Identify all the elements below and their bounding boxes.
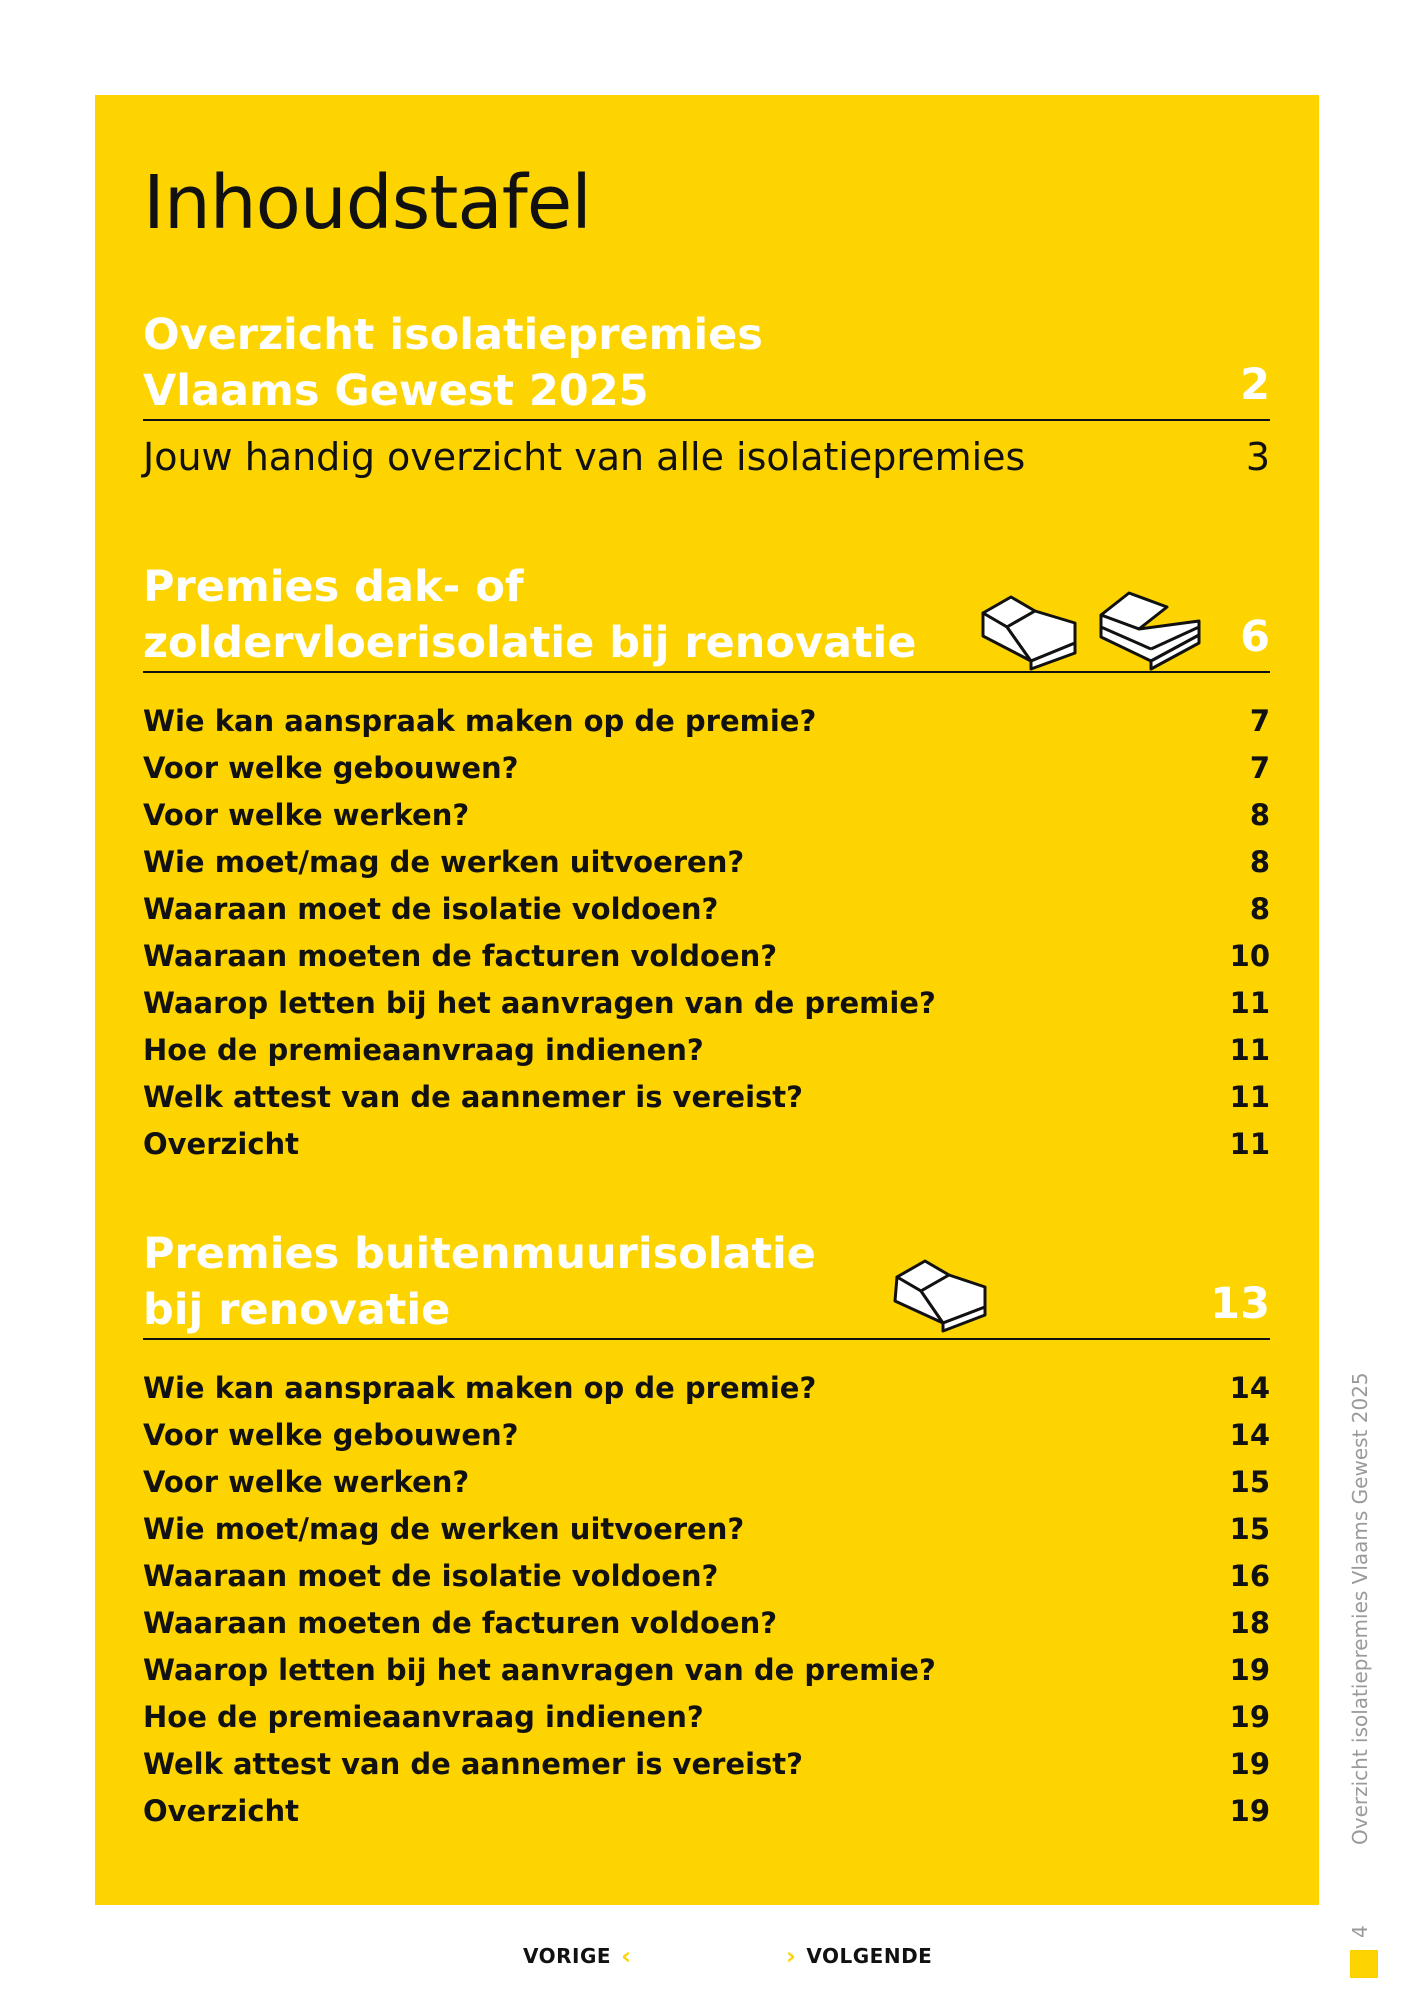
- toc-item-page: 16: [1229, 1559, 1270, 1593]
- toc-panel: [95, 95, 1319, 1905]
- running-title: Overzicht isolatiepremies Vlaams Gewest 2025: [1348, 1372, 1372, 1845]
- chevron-right-icon: ›: [786, 1942, 797, 1970]
- section-title-line: Premies dak- of: [143, 562, 524, 612]
- toc-item-page: 15: [1229, 1465, 1270, 1499]
- toc-item-label: Voor welke werken?: [143, 1465, 470, 1499]
- toc-item-page: 11: [1229, 1080, 1270, 1114]
- roof-insulation-icon: [975, 581, 1085, 671]
- list-item[interactable]: [143, 1600, 1270, 1647]
- list-item[interactable]: [143, 1694, 1270, 1741]
- list-item[interactable]: [143, 1741, 1270, 1788]
- toc-item-label: Hoe de premieaanvraag indienen?: [143, 1700, 704, 1734]
- wall-section-list: [143, 1365, 1270, 1835]
- toc-item-page: 19: [1229, 1747, 1270, 1781]
- toc-item-label: Waarop letten bij het aanvragen van de premie?: [143, 986, 936, 1020]
- toc-item-label: Welk attest van de aannemer is vereist?: [143, 1080, 803, 1114]
- section-overview-heading[interactable]: [143, 307, 1270, 421]
- toc-item-page: 7: [1249, 751, 1270, 785]
- toc-item-page: 7: [1249, 704, 1270, 738]
- toc-item-page: 11: [1229, 1127, 1270, 1161]
- toc-item-label: Overzicht: [143, 1794, 300, 1828]
- toc-item-page: 19: [1229, 1653, 1270, 1687]
- list-item[interactable]: [143, 933, 1270, 980]
- list-item[interactable]: [143, 1788, 1270, 1835]
- page-title: Inhoudstafel: [143, 160, 591, 246]
- chevron-left-icon: ‹: [621, 1942, 632, 1970]
- toc-item-label: Wie kan aanspraak maken op de premie?: [143, 704, 817, 738]
- toc-item-label: Voor welke gebouwen?: [143, 751, 519, 785]
- toc-item-page: 11: [1229, 986, 1270, 1020]
- list-item[interactable]: [143, 1027, 1270, 1074]
- list-item[interactable]: [143, 1553, 1270, 1600]
- attic-floor-insulation-icon: [1095, 581, 1205, 671]
- section-title-line: Premies buitenmuurisolatie: [143, 1229, 816, 1279]
- toc-item-label: Overzicht: [143, 1127, 300, 1161]
- list-item[interactable]: [143, 980, 1270, 1027]
- list-item[interactable]: [143, 792, 1270, 839]
- list-item[interactable]: [143, 1121, 1270, 1168]
- list-item[interactable]: [143, 745, 1270, 792]
- list-item[interactable]: [143, 886, 1270, 933]
- toc-item-page: 18: [1229, 1606, 1270, 1640]
- toc-item-page: 8: [1249, 892, 1270, 926]
- toc-item-label: Waarop letten bij het aanvragen van de premie?: [143, 1653, 936, 1687]
- list-item[interactable]: [143, 1365, 1270, 1412]
- section-title-line: Vlaams Gewest 2025: [143, 366, 649, 416]
- list-item[interactable]: [143, 698, 1270, 745]
- section-page-number: 6: [1240, 612, 1270, 662]
- next-button[interactable]: [786, 1942, 932, 1970]
- toc-item-page: 19: [1229, 1700, 1270, 1734]
- toc-item-label: Voor welke werken?: [143, 798, 470, 832]
- section-page-number: 2: [1240, 360, 1270, 410]
- corner-marker: [1350, 1950, 1378, 1978]
- toc-item-label: Waaraan moet de isolatie voldoen?: [143, 1559, 719, 1593]
- section-page-number: 13: [1210, 1279, 1270, 1329]
- toc-item-overview-intro[interactable]: [143, 435, 1270, 495]
- toc-item-label: Jouw handig overzicht van alle isolatiepremies: [143, 435, 1026, 479]
- toc-item-page: 14: [1229, 1371, 1270, 1405]
- toc-item-page: 19: [1229, 1794, 1270, 1828]
- toc-item-label: Waaraan moeten de facturen voldoen?: [143, 1606, 778, 1640]
- roof-section-list: [143, 698, 1270, 1168]
- prev-label: VORIGE: [523, 1944, 612, 1968]
- list-item[interactable]: [143, 1647, 1270, 1694]
- exterior-wall-insulation-icon: [885, 1245, 995, 1335]
- next-label: VOLGENDE: [806, 1944, 933, 1968]
- toc-item-label: Voor welke gebouwen?: [143, 1418, 519, 1452]
- list-item[interactable]: [143, 1412, 1270, 1459]
- toc-item-page: 14: [1229, 1418, 1270, 1452]
- toc-item-label: Hoe de premieaanvraag indienen?: [143, 1033, 704, 1067]
- list-item[interactable]: [143, 1074, 1270, 1121]
- section-title-line: Overzicht isolatiepremies: [143, 310, 763, 360]
- toc-item-page: 15: [1229, 1512, 1270, 1546]
- toc-item-label: Wie moet/mag de werken uitvoeren?: [143, 1512, 745, 1546]
- toc-item-page: 8: [1249, 798, 1270, 832]
- list-item[interactable]: [143, 839, 1270, 886]
- prev-button[interactable]: [523, 1942, 631, 1970]
- page-number: 4: [1348, 1925, 1372, 1938]
- toc-item-page: 8: [1249, 845, 1270, 879]
- toc-item-label: Waaraan moeten de facturen voldoen?: [143, 939, 778, 973]
- section-title-line: bij renovatie: [143, 1285, 451, 1335]
- list-item[interactable]: [143, 1459, 1270, 1506]
- section-title-line: zoldervloerisolatie bij renovatie: [143, 618, 917, 668]
- toc-item-page: 11: [1229, 1033, 1270, 1067]
- toc-item-page: 3: [1245, 435, 1270, 479]
- toc-item-label: Waaraan moet de isolatie voldoen?: [143, 892, 719, 926]
- toc-item-label: Wie moet/mag de werken uitvoeren?: [143, 845, 745, 879]
- toc-item-label: Welk attest van de aannemer is vereist?: [143, 1747, 803, 1781]
- toc-item-label: Wie kan aanspraak maken op de premie?: [143, 1371, 817, 1405]
- section-wall-heading[interactable]: [143, 1226, 1270, 1340]
- toc-item-page: 10: [1229, 939, 1270, 973]
- list-item[interactable]: [143, 1506, 1270, 1553]
